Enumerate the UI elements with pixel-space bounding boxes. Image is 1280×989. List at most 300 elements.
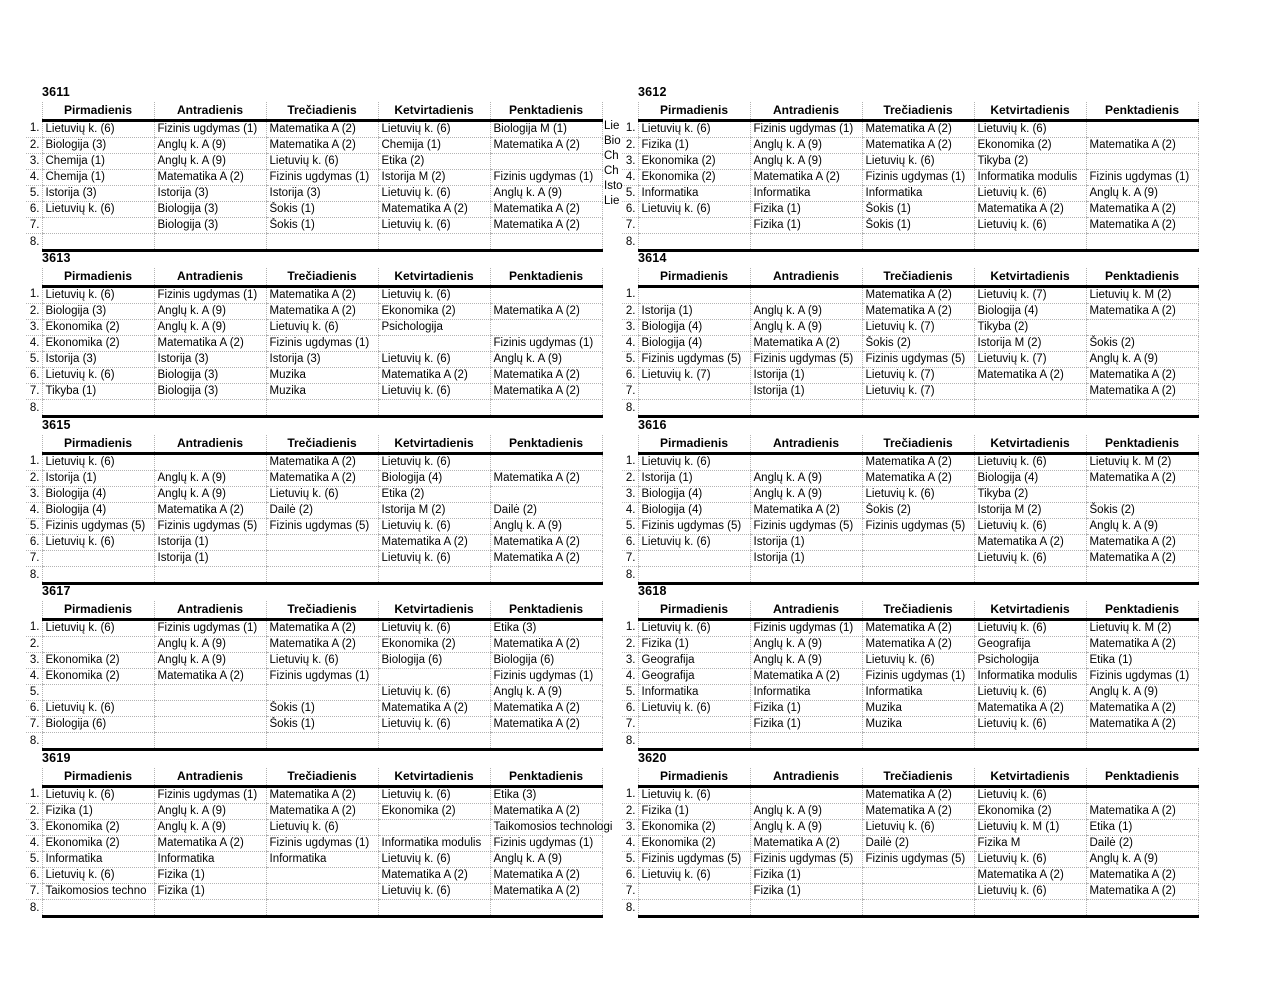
lesson-cell: Matematika A (2) — [1086, 868, 1198, 884]
lesson-cell: Anglų k. A (9) — [154, 487, 266, 503]
lesson-cell: Šokis (2) — [862, 336, 974, 352]
lesson-cell: Geografija — [638, 653, 750, 669]
day-header-2: Antradienis — [750, 601, 862, 620]
lesson-row — [26, 653, 602, 669]
row-number: 7. — [26, 218, 42, 234]
lesson-row — [26, 154, 602, 170]
lesson-cell: Biologija (3) — [154, 368, 266, 384]
lesson-cell: Anglų k. A (9) — [750, 471, 862, 487]
lesson-cell — [154, 234, 266, 251]
lesson-row — [622, 804, 1198, 820]
row-number: 7. — [26, 884, 42, 900]
day-header-1: Pirmadienis — [42, 268, 154, 287]
lesson-row — [622, 320, 1198, 336]
lesson-cell: Fizika (1) — [750, 701, 862, 717]
day-header-row — [622, 268, 1198, 287]
row-number: 2. — [622, 304, 638, 320]
day-header-5: Penktadienis — [1086, 601, 1198, 620]
lesson-cell: Fizinis ugdymas (5) — [638, 519, 750, 535]
lesson-cell — [750, 567, 862, 584]
lesson-cell — [490, 400, 602, 417]
row-number-header — [622, 268, 638, 287]
row-number-header — [26, 268, 42, 287]
lesson-row — [26, 186, 602, 202]
lesson-cell: Ekonomika (2) — [42, 336, 154, 352]
lesson-cell: Matematika A (2) — [490, 884, 602, 900]
lesson-cell: Lietuvių k. (6) — [42, 787, 154, 804]
clipped-overflow-text: Ch — [604, 165, 619, 177]
lesson-cell: Matematika A (2) — [1086, 551, 1198, 567]
lesson-cell: Istorija M (2) — [378, 503, 490, 519]
lesson-cell: Dailė (2) — [862, 836, 974, 852]
day-header-row — [622, 102, 1198, 121]
lesson-cell: Fizinis ugdymas (1) — [490, 669, 602, 685]
lesson-cell: Matematika A (2) — [154, 503, 266, 519]
class-number: 3617 — [42, 584, 71, 598]
lesson-cell: Ekonomika (2) — [378, 804, 490, 820]
lesson-cell: Informatika — [266, 852, 378, 868]
day-header-2: Antradienis — [750, 268, 862, 287]
lesson-cell: Anglų k. A (9) — [490, 519, 602, 535]
row-number: 4. — [26, 170, 42, 186]
lesson-row — [622, 820, 1198, 836]
lesson-cell — [154, 717, 266, 733]
row-number: 2. — [26, 804, 42, 820]
lesson-cell: Informatika modulis — [378, 836, 490, 852]
lesson-cell: Lietuvių k. (6) — [974, 852, 1086, 868]
lesson-cell: Muzika — [862, 717, 974, 733]
lesson-cell: Matematika A (2) — [266, 287, 378, 304]
lesson-cell: Istorija (3) — [154, 186, 266, 202]
lesson-cell: Chemija (1) — [42, 154, 154, 170]
day-header-2: Antradienis — [154, 768, 266, 787]
lesson-row — [26, 535, 602, 551]
day-header-1: Pirmadienis — [42, 768, 154, 787]
lesson-cell: Fizinis ugdymas (1) — [490, 836, 602, 852]
lesson-cell: Anglų k. A (9) — [1086, 352, 1198, 368]
lesson-cell: Lietuvių k. (6) — [378, 787, 490, 804]
lesson-cell: Matematika A (2) — [862, 471, 974, 487]
lesson-cell: Matematika A (2) — [862, 804, 974, 820]
lesson-row — [622, 620, 1198, 637]
lesson-cell: Lietuvių k. M (2) — [1086, 287, 1198, 304]
row-number: 3. — [622, 820, 638, 836]
lesson-cell: Biologija (4) — [974, 471, 1086, 487]
lesson-cell: Biologija (4) — [638, 503, 750, 519]
lesson-cell: Lietuvių k. (6) — [42, 701, 154, 717]
lesson-cell: Psichologija — [974, 653, 1086, 669]
lesson-cell: Lietuvių k. (6) — [378, 519, 490, 535]
lesson-cell: Matematika A (2) — [490, 218, 602, 234]
lesson-cell: Fizika (1) — [750, 717, 862, 733]
lesson-cell: Lietuvių k. (6) — [266, 320, 378, 336]
row-number: 1. — [26, 454, 42, 471]
row-number: 3. — [26, 154, 42, 170]
lesson-cell: Matematika A (2) — [750, 170, 862, 186]
lesson-cell: Chemija (1) — [42, 170, 154, 186]
lesson-cell — [750, 400, 862, 417]
row-number: 8. — [29, 734, 40, 747]
lesson-cell: Lietuvių k. (6) — [974, 186, 1086, 202]
lesson-cell: Matematika A (2) — [1086, 717, 1198, 733]
day-header-1: Pirmadienis — [42, 601, 154, 620]
lesson-cell: Lietuvių k. (6) — [266, 154, 378, 170]
day-header-3: Trečiadienis — [266, 768, 378, 787]
lesson-cell: Etika (2) — [378, 154, 490, 170]
lesson-cell: Šokis (1) — [266, 218, 378, 234]
lesson-cell: Informatika — [154, 852, 266, 868]
lesson-cell: Lietuvių k. M (1) — [974, 820, 1086, 836]
lesson-cell — [266, 551, 378, 567]
lesson-row — [26, 685, 602, 701]
lesson-cell — [42, 900, 154, 917]
day-header-5: Penktadienis — [1086, 768, 1198, 787]
lesson-cell: Lietuvių k. (6) — [862, 653, 974, 669]
lesson-cell: Lietuvių k. (6) — [378, 551, 490, 567]
lesson-cell: Muzika — [266, 384, 378, 400]
lesson-cell — [154, 567, 266, 584]
lesson-row — [26, 336, 602, 352]
lesson-cell: Matematika A (2) — [490, 202, 602, 218]
lesson-cell: Matematika A (2) — [490, 471, 602, 487]
clipped-overflow-text: Isto — [604, 180, 623, 192]
clipped-overflow-text: Ch — [604, 150, 619, 162]
lesson-cell: Lietuvių k. (6) — [378, 454, 490, 471]
day-header-row — [26, 102, 602, 121]
lesson-cell — [862, 234, 974, 251]
lesson-cell — [378, 900, 490, 917]
lesson-cell: Ekonomika (2) — [378, 637, 490, 653]
row-number: 5. — [26, 186, 42, 202]
lesson-cell: Anglų k. A (9) — [154, 471, 266, 487]
row-number-header — [622, 768, 638, 787]
row-number: 3. — [26, 320, 42, 336]
row-number: 4. — [26, 836, 42, 852]
lesson-cell — [154, 400, 266, 417]
lesson-cell — [1086, 234, 1198, 251]
day-header-5: Penktadienis — [490, 435, 602, 454]
row-number: 1. — [622, 121, 638, 138]
lesson-cell: Lietuvių k. (6) — [378, 852, 490, 868]
lesson-cell: Fizinis ugdymas (5) — [638, 352, 750, 368]
lesson-cell: Matematika A (2) — [490, 535, 602, 551]
row-number: 4. — [26, 336, 42, 352]
timetable-table — [622, 601, 1199, 751]
row-number: 7. — [622, 884, 638, 900]
lesson-cell: Matematika A (2) — [266, 138, 378, 154]
day-header-4: Ketvirtadienis — [378, 268, 490, 287]
lesson-cell — [862, 567, 974, 584]
lesson-cell: Šokis (2) — [862, 503, 974, 519]
day-header-1: Pirmadienis — [638, 601, 750, 620]
lesson-cell: Fizinis ugdymas (1) — [266, 669, 378, 685]
lesson-cell: Fizika (1) — [750, 218, 862, 234]
lesson-cell — [378, 400, 490, 417]
row-number: 8. — [29, 235, 40, 248]
lesson-cell: Matematika A (2) — [1086, 384, 1198, 400]
lesson-cell: Fizinis ugdymas (5) — [266, 519, 378, 535]
lesson-cell: Ekonomika (2) — [974, 138, 1086, 154]
lesson-cell — [638, 218, 750, 234]
lesson-cell: Matematika A (2) — [378, 368, 490, 384]
row-number: 7. — [622, 551, 638, 567]
lesson-cell: Anglų k. A (9) — [750, 653, 862, 669]
lesson-row — [26, 202, 602, 218]
lesson-cell — [266, 868, 378, 884]
lesson-cell: Lietuvių k. (6) — [638, 701, 750, 717]
lesson-cell: Ekonomika (2) — [42, 820, 154, 836]
lesson-cell: Fizinis ugdymas (1) — [1086, 669, 1198, 685]
lesson-cell: Fizika (1) — [154, 884, 266, 900]
class-number: 3611 — [42, 85, 70, 99]
lesson-cell: Biologija (3) — [42, 138, 154, 154]
timetable-block-3613 — [26, 251, 626, 418]
lesson-cell: Lietuvių k. (6) — [974, 620, 1086, 637]
row-number: 6. — [26, 368, 42, 384]
clipped-overflow-column — [604, 119, 623, 239]
day-header-3: Trečiadienis — [862, 268, 974, 287]
day-header-5: Penktadienis — [1086, 102, 1198, 121]
lesson-cell: Matematika A (2) — [862, 138, 974, 154]
lesson-cell: Muzika — [266, 368, 378, 384]
lesson-cell: Matematika A (2) — [266, 787, 378, 804]
row-number: 4. — [26, 503, 42, 519]
row-number: 6. — [26, 202, 42, 218]
timetable-block-3618 — [622, 584, 1222, 751]
lesson-cell: Fizinis ugdymas (1) — [154, 620, 266, 637]
lesson-cell: Matematika A (2) — [750, 669, 862, 685]
lesson-cell: Informatika — [862, 186, 974, 202]
day-header-row — [622, 435, 1198, 454]
lesson-cell: Biologija (4) — [378, 471, 490, 487]
lesson-cell: Anglų k. A (9) — [1086, 852, 1198, 868]
lesson-cell: Matematika A (2) — [1086, 471, 1198, 487]
lesson-cell: Lietuvių k. (6) — [378, 717, 490, 733]
day-header-3: Trečiadienis — [266, 102, 378, 121]
lesson-cell — [638, 234, 750, 251]
lesson-row — [622, 787, 1198, 804]
lesson-row — [26, 320, 602, 336]
lesson-cell — [154, 900, 266, 917]
lesson-cell — [974, 733, 1086, 750]
lesson-cell: Etika (3) — [490, 787, 602, 804]
lesson-cell — [42, 551, 154, 567]
lesson-cell: Biologija (4) — [42, 503, 154, 519]
lesson-cell: Lietuvių k. (6) — [378, 685, 490, 701]
row-number-header — [622, 102, 638, 121]
row-number: 3. — [622, 154, 638, 170]
lesson-row — [26, 400, 602, 417]
lesson-cell — [266, 900, 378, 917]
lesson-cell: Geografija — [638, 669, 750, 685]
class-number: 3613 — [42, 251, 71, 265]
lesson-row — [622, 138, 1198, 154]
lesson-row — [622, 637, 1198, 653]
lesson-cell — [154, 701, 266, 717]
lesson-cell: Matematika A (2) — [490, 804, 602, 820]
lesson-cell: Anglų k. A (9) — [154, 820, 266, 836]
lesson-cell: Informatika — [638, 685, 750, 701]
row-number: 7. — [26, 384, 42, 400]
lesson-cell — [862, 535, 974, 551]
lesson-cell: Biologija M (1) — [490, 121, 602, 138]
lesson-cell — [490, 320, 602, 336]
day-header-2: Antradienis — [154, 102, 266, 121]
lesson-cell: Lietuvių k. (7) — [862, 384, 974, 400]
lesson-cell: Lietuvių k. (6) — [638, 454, 750, 471]
lesson-cell — [974, 384, 1086, 400]
day-header-2: Antradienis — [750, 768, 862, 787]
lesson-cell: Lietuvių k. (6) — [638, 787, 750, 804]
lesson-cell: Tikyba (2) — [974, 487, 1086, 503]
day-header-1: Pirmadienis — [638, 268, 750, 287]
lesson-cell: Matematika A (2) — [266, 304, 378, 320]
lesson-cell: Matematika A (2) — [862, 620, 974, 637]
lesson-cell: Lietuvių k. (7) — [862, 320, 974, 336]
day-header-3: Trečiadienis — [266, 435, 378, 454]
timetable-table — [622, 768, 1199, 918]
lesson-row — [26, 454, 602, 471]
lesson-cell: Fizika (1) — [750, 884, 862, 900]
lesson-cell: Istorija (1) — [750, 535, 862, 551]
row-number: 8. — [625, 734, 636, 747]
row-number: 8. — [29, 401, 40, 414]
lesson-row — [26, 637, 602, 653]
day-header-5: Penktadienis — [490, 102, 602, 121]
lesson-cell — [266, 400, 378, 417]
lesson-cell: Ekonomika (2) — [974, 804, 1086, 820]
lesson-cell — [638, 384, 750, 400]
row-number: 7. — [622, 717, 638, 733]
lesson-row — [26, 138, 602, 154]
row-number: 1. — [26, 121, 42, 138]
lesson-cell — [266, 567, 378, 584]
lesson-row — [26, 304, 602, 320]
day-header-2: Antradienis — [154, 435, 266, 454]
day-header-5: Penktadienis — [1086, 268, 1198, 287]
lesson-cell — [490, 454, 602, 471]
lesson-cell: Matematika A (2) — [378, 701, 490, 717]
lesson-cell — [154, 454, 266, 471]
lesson-cell: Matematika A (2) — [1086, 884, 1198, 900]
lesson-row — [26, 701, 602, 717]
lesson-cell: Anglų k. A (9) — [750, 304, 862, 320]
day-header-row — [622, 768, 1198, 787]
lesson-cell: Šokis (1) — [862, 218, 974, 234]
row-number: 2. — [26, 304, 42, 320]
lesson-cell: Ekonomika (2) — [378, 304, 490, 320]
lesson-cell — [862, 733, 974, 750]
lesson-cell: Istorija M (2) — [378, 170, 490, 186]
lesson-cell: Matematika A (2) — [862, 304, 974, 320]
lesson-cell: Matematika A (2) — [490, 701, 602, 717]
lesson-cell: Lietuvių k. (6) — [974, 551, 1086, 567]
lesson-cell: Fizinis ugdymas (1) — [266, 836, 378, 852]
lesson-cell: Fizika (1) — [42, 804, 154, 820]
lesson-cell: Etika (2) — [378, 487, 490, 503]
lesson-cell: Lietuvių k. (7) — [974, 287, 1086, 304]
lesson-cell — [750, 733, 862, 750]
lesson-cell — [154, 685, 266, 701]
lesson-row — [622, 352, 1198, 368]
lesson-cell — [638, 717, 750, 733]
lesson-row — [622, 701, 1198, 717]
lesson-cell: Anglų k. A (9) — [154, 637, 266, 653]
lesson-cell: Matematika A (2) — [750, 836, 862, 852]
row-number: 2. — [26, 138, 42, 154]
day-header-2: Antradienis — [154, 601, 266, 620]
lesson-cell — [750, 787, 862, 804]
day-header-4: Ketvirtadienis — [974, 768, 1086, 787]
lesson-cell — [490, 487, 602, 503]
lesson-cell: Lietuvių k. (6) — [42, 287, 154, 304]
lesson-row — [622, 653, 1198, 669]
lesson-cell: Lietuvių k. (6) — [378, 186, 490, 202]
clipped-overflow-text — [604, 209, 623, 224]
row-number: 7. — [26, 717, 42, 733]
lesson-cell: Tikyba (1) — [42, 384, 154, 400]
row-number: 5. — [622, 186, 638, 202]
lesson-cell — [638, 900, 750, 917]
lesson-cell: Dailė (2) — [266, 503, 378, 519]
lesson-cell: Matematika A (2) — [862, 287, 974, 304]
lesson-row — [26, 852, 602, 868]
lesson-cell — [862, 551, 974, 567]
lesson-cell: Lietuvių k. (6) — [974, 717, 1086, 733]
lesson-cell: Matematika A (2) — [266, 620, 378, 637]
lesson-cell: Fizinis ugdymas (1) — [490, 170, 602, 186]
lesson-cell: Lietuvių k. M (2) — [1086, 454, 1198, 471]
lesson-cell: Istorija (1) — [638, 471, 750, 487]
timetable-table — [622, 435, 1199, 585]
timetable-block-3612 — [622, 85, 1222, 252]
row-number: 6. — [26, 701, 42, 717]
day-header-row — [622, 601, 1198, 620]
lesson-cell: Biologija (4) — [638, 336, 750, 352]
lesson-cell: Anglų k. A (9) — [750, 320, 862, 336]
row-number: 1. — [26, 620, 42, 637]
row-number: 8. — [625, 901, 636, 914]
lesson-cell: Ekonomika (2) — [42, 669, 154, 685]
lesson-row — [622, 287, 1198, 304]
row-number: 5. — [26, 519, 42, 535]
row-number: 2. — [26, 471, 42, 487]
lesson-cell: Anglų k. A (9) — [1086, 186, 1198, 202]
lesson-cell: Lietuvių k. (6) — [42, 368, 154, 384]
row-number-header — [26, 102, 42, 121]
lesson-cell: Fizika (1) — [750, 868, 862, 884]
lesson-cell: Anglų k. A (9) — [750, 637, 862, 653]
lesson-cell: Lietuvių k. (6) — [862, 154, 974, 170]
lesson-cell: Anglų k. A (9) — [750, 820, 862, 836]
lesson-cell — [1086, 733, 1198, 750]
lesson-row — [622, 535, 1198, 551]
lesson-cell: Lietuvių k. (6) — [974, 787, 1086, 804]
row-number: 6. — [622, 202, 638, 218]
lesson-cell: Matematika A (2) — [1086, 202, 1198, 218]
lesson-cell — [42, 567, 154, 584]
day-header-4: Ketvirtadienis — [974, 601, 1086, 620]
day-header-3: Trečiadienis — [266, 268, 378, 287]
lesson-cell — [1086, 121, 1198, 138]
lesson-cell: Matematika A (2) — [266, 471, 378, 487]
row-number-header — [622, 435, 638, 454]
lesson-cell — [490, 900, 602, 917]
lesson-cell: Istorija (1) — [154, 535, 266, 551]
lesson-row — [26, 567, 602, 584]
class-number: 3616 — [638, 418, 667, 432]
lesson-cell: Matematika A (2) — [490, 368, 602, 384]
